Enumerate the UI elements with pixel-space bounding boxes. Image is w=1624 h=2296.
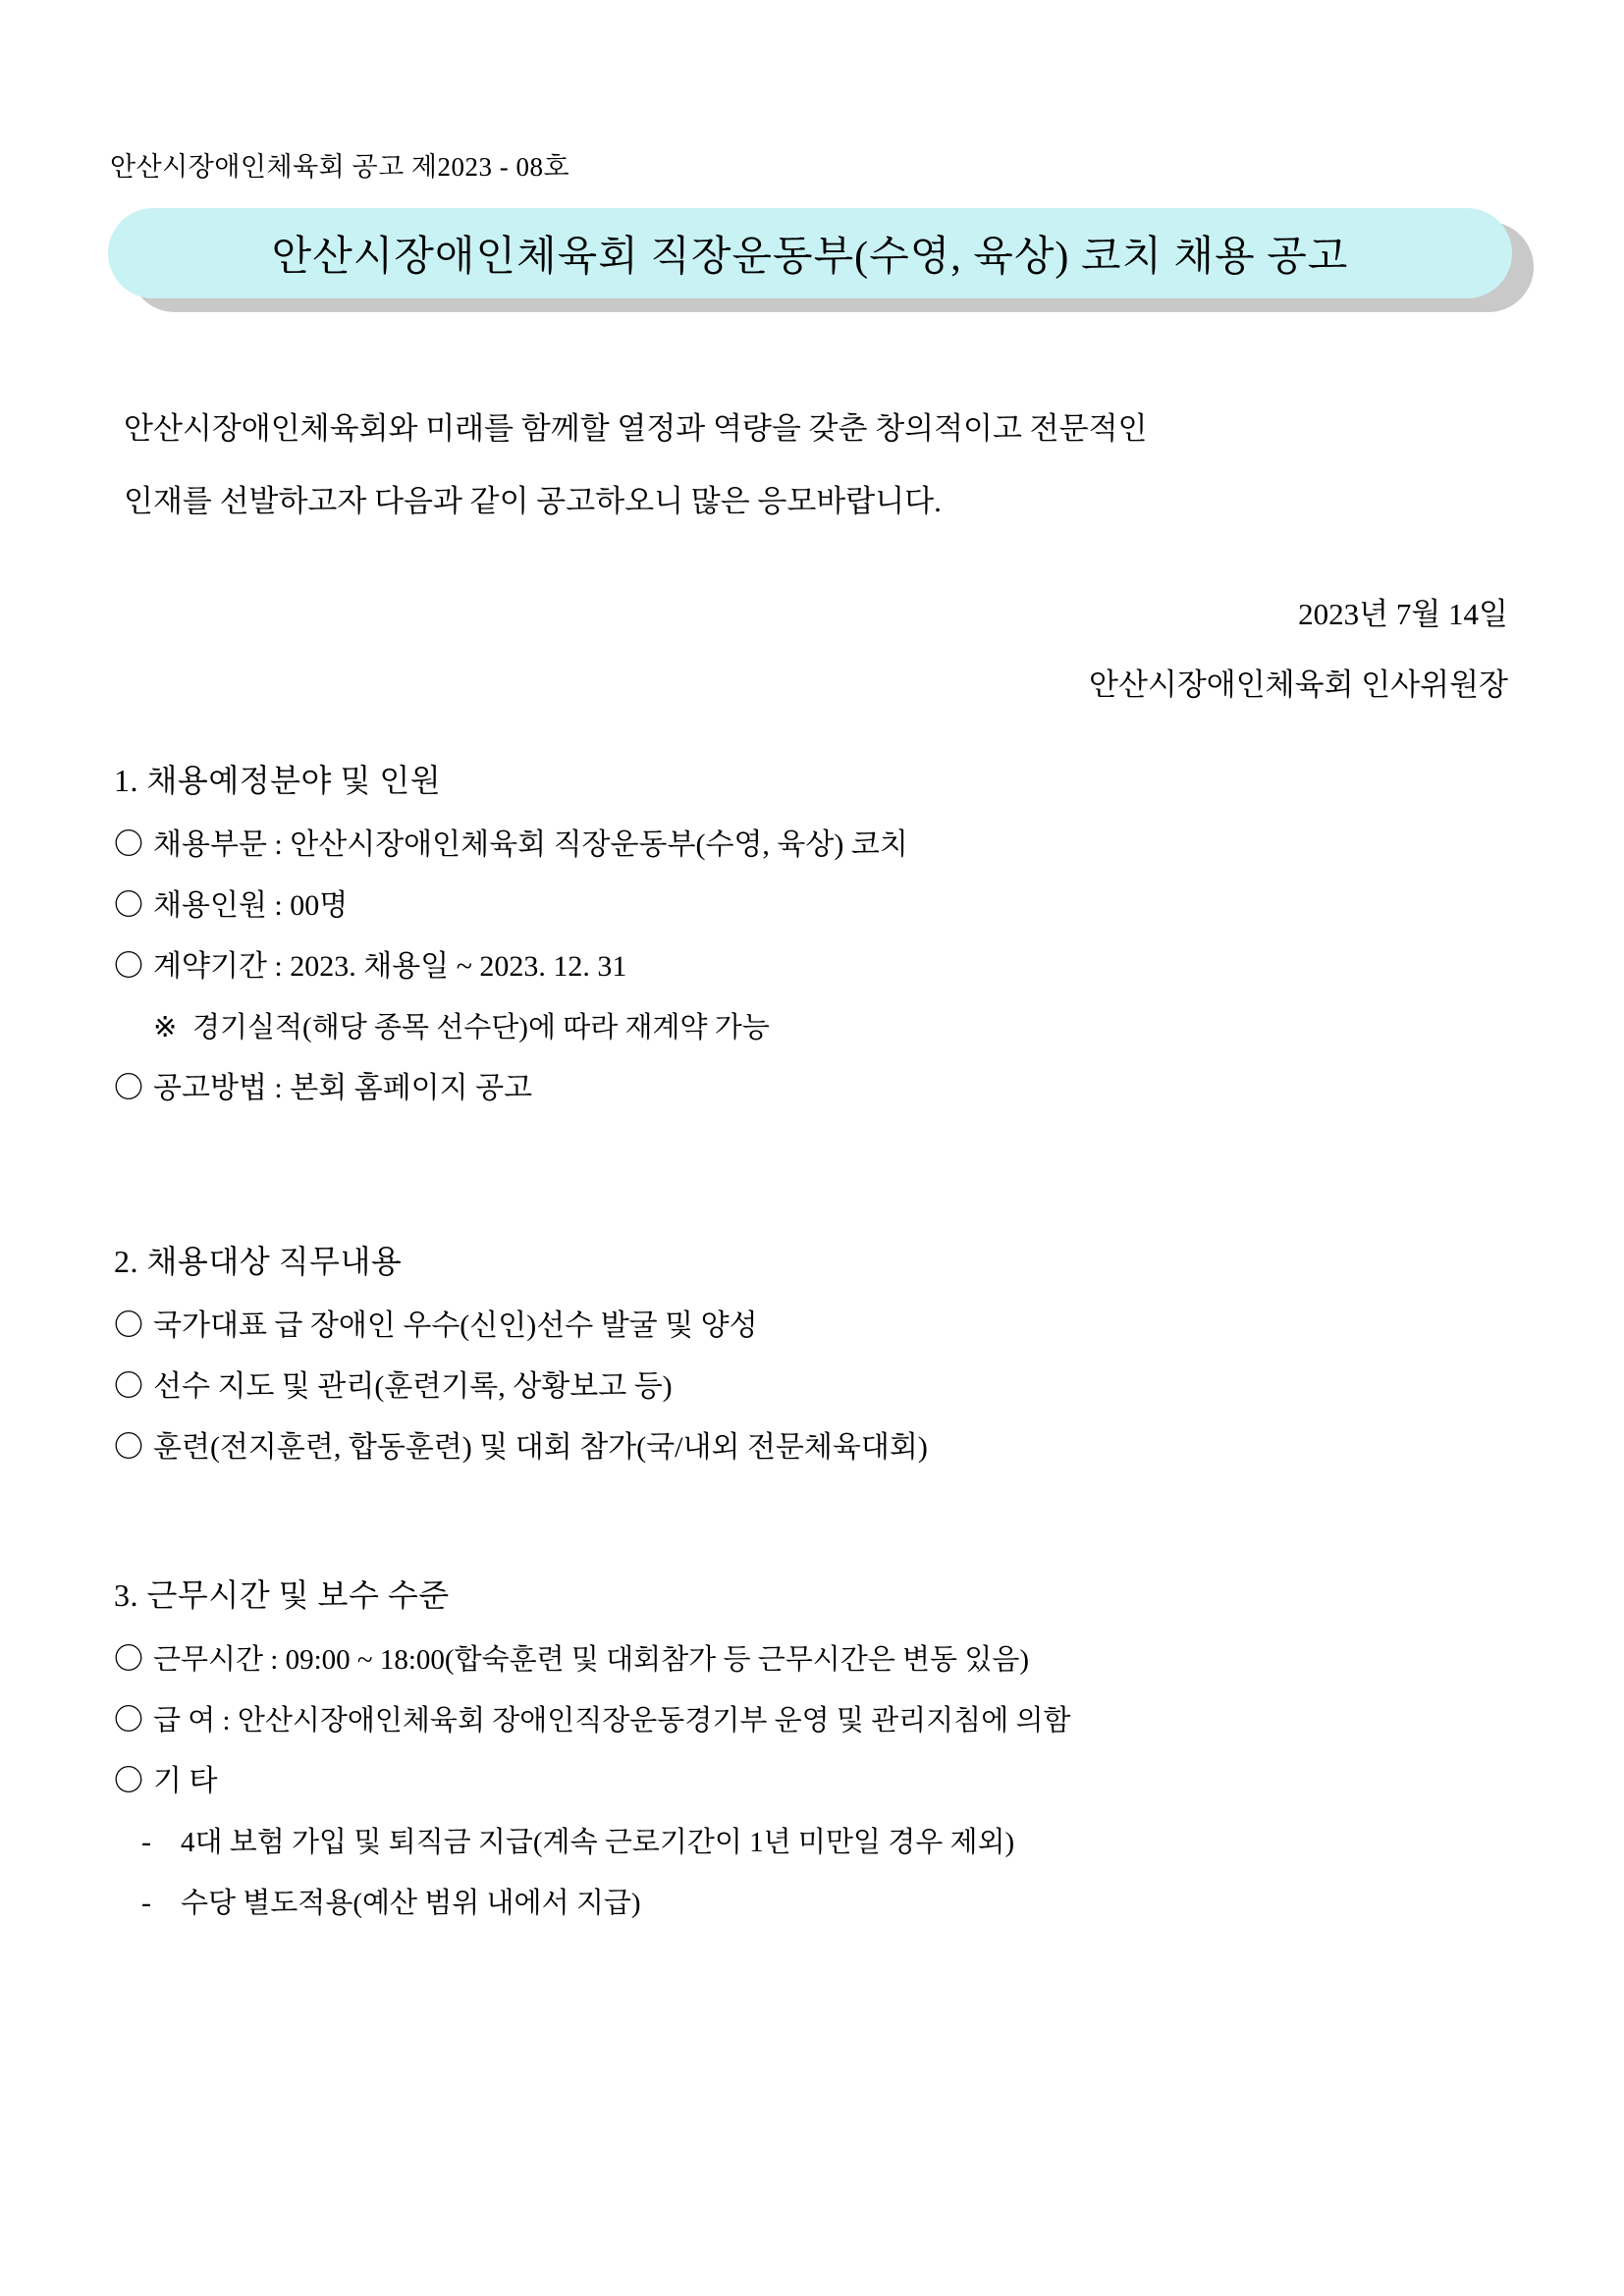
list-item-text: 수당 별도적용(예산 범위 내에서 지급): [181, 1888, 641, 1919]
document-title-banner: [108, 208, 1522, 316]
list-item-text: 선수 지도 및 관리(훈련기록, 상황보고 등): [153, 1370, 673, 1403]
bullet-mark: 〇: [114, 889, 143, 922]
title-banner-fill: [108, 208, 1512, 298]
bullet-mark: 〇: [114, 1309, 143, 1342]
list-item-text: 급 여 : 안산시장애인체육회 장애인직장운동경기부 운영 및 관리지침에 의함: [153, 1705, 1071, 1736]
list-item-text: 4대 보험 가입 및 퇴직금 지급(계속 근로기간이 1년 미만일 경우 제외): [181, 1827, 1015, 1858]
list-item: [114, 1296, 1538, 1357]
bullet-mark: 〇: [114, 1431, 143, 1464]
list-item-text: 경기실적(해당 종목 선수단)에 따라 재계약 가능: [192, 1012, 770, 1043]
bullet-mark: 〇: [114, 950, 143, 983]
page-title: 안산시장애인체육회 직장운동부(수영, 육상) 코치 채용 공고: [271, 235, 1349, 280]
section-working-hours-pay: [114, 1571, 1538, 1934]
list-item: [114, 1690, 1538, 1751]
dash-mark: -: [141, 1826, 151, 1858]
bullet-mark: 〇: [114, 1643, 143, 1676]
list-item-text: 국가대표 급 장애인 우수(신인)선수 발굴 및 양성: [153, 1309, 758, 1342]
list-item-sub: [114, 1873, 1538, 1934]
list-item-text: 근무시간 : 09:00 ~ 18:00(합숙훈련 및 대회참가 등 근무시간은 변동 있음): [153, 1644, 1029, 1676]
list-item-text: 채용인원 : 00명: [153, 889, 349, 922]
list-item: [114, 1058, 1538, 1119]
bullet-mark: 〇: [114, 1765, 143, 1797]
bullet-mark: 〇: [114, 828, 143, 861]
bullet-mark: 〇: [114, 1704, 143, 1736]
signature-block: [1089, 579, 1508, 721]
section-recruitment-field: [114, 756, 1538, 1119]
list-item: [114, 876, 1538, 936]
list-item-note: [114, 997, 1538, 1058]
section-heading: 1. 채용예정분야 및 인원: [114, 763, 442, 798]
bullet-mark: 〇: [114, 1072, 143, 1104]
list-item-text: 훈련(전지훈련, 합동훈련) 및 대회 참가(국/내외 전문체육대회): [153, 1431, 928, 1464]
dash-mark: -: [141, 1887, 151, 1919]
list-item: [114, 815, 1538, 876]
signature-organization: 안산시장애인체육회 인사위원장: [1089, 667, 1508, 702]
note-mark: ※: [153, 1012, 178, 1043]
list-item: [114, 1357, 1538, 1417]
intro-paragraph: [124, 393, 1518, 538]
bullet-mark: 〇: [114, 1370, 143, 1403]
signature-date: 2023년 7월 14일: [1298, 597, 1508, 631]
list-item: [114, 1417, 1538, 1478]
list-item-text: 공고방법 : 본회 홈페이지 공고: [153, 1072, 533, 1104]
section-job-duties: [114, 1237, 1538, 1478]
document-number: 안산시장애인체육회 공고 제2023 - 08호: [110, 152, 570, 182]
list-item-text: 계약기간 : 2023. 채용일 ~ 2023. 12. 31: [153, 950, 627, 983]
list-item-sub: [114, 1812, 1538, 1873]
intro-line-2: 인재를 선발하고자 다음과 같이 공고하오니 많은 응모바랍니다.: [124, 484, 942, 518]
list-item: [114, 1751, 1538, 1812]
list-item: [114, 936, 1538, 997]
intro-line-1: 안산시장애인체육회와 미래를 함께할 열정과 역량을 갖춘 창의적이고 전문적인: [124, 411, 1148, 446]
list-item-text: 기 타: [153, 1765, 218, 1797]
section-heading: 3. 근무시간 및 보수 수준: [114, 1577, 450, 1613]
list-item-text: 채용부문 : 안산시장애인체육회 직장운동부(수영, 육상) 코치: [153, 828, 908, 861]
section-heading: 2. 채용대상 직무내용: [114, 1244, 403, 1279]
list-item: [114, 1629, 1538, 1690]
